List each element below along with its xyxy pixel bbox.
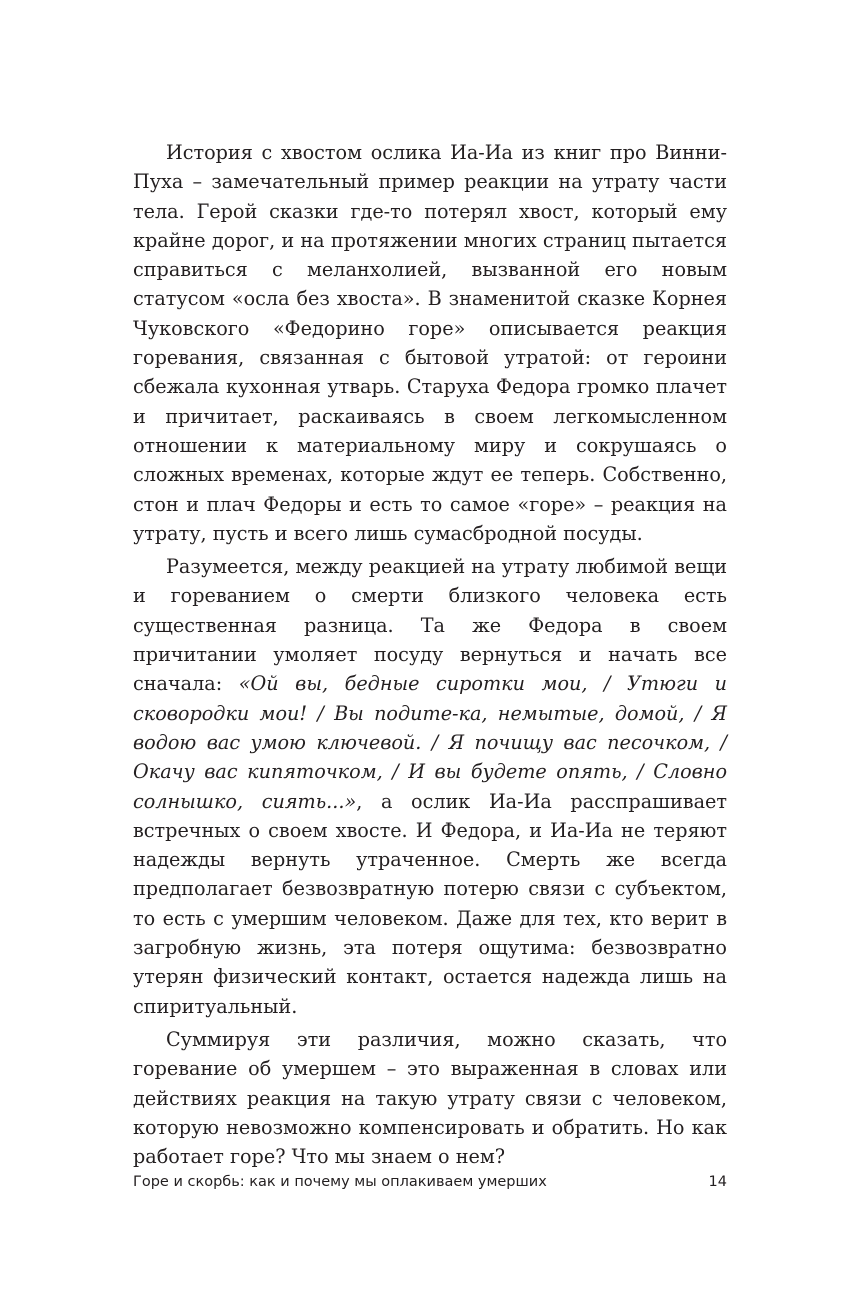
paragraph-2-rest: , а ослик Иа-Иа расспрашивает встречных о своем хвосте. И Федора, и Иа-Иа не теряют надежды вернуть утраченное. Смерть же всегда предполагает безвозвратную потерю связи с субъектом, то есть с умершим человеком. Даже для тех, кто верит в загробную жизнь, эта потеря ощутима: безвозвратно утерян физический контакт, остается надежда лишь на спиритуальный. — [133, 789, 727, 1018]
poem-quote: «Ой вы, бедные сиротки мои, / Утюги и сковородки мои! / Вы подите-ка, немытые, домой, / Я водою вас умою ключевой. / Я почищу вас песочком, / Окачу вас кипяточком, / И вы будете опять, / Словно солнышко, сиять...» — [133, 672, 727, 813]
page-footer — [133, 1174, 727, 1190]
paragraph-2-intro: Разумеется, между реакцией на утрату любимой вещи и гореванием о смерти близкого человека есть существенная разница. Та же Федора в своем причитании умоляет посуду вернуться и начать все сначала: — [133, 555, 727, 696]
paragraph-1: История с хвостом ослика Иа-Иа из книг про Винни-Пуха – замечательный пример реакции на утрату части тела. Герой сказки где-то потерял хвост, который ему крайне дорог, и на протяжении многих страниц пытается справиться с меланхолией, вызванной его новым статусом «осла без хвоста». В знаменитой сказке Корнея Чуковского «Федорино горе» описывается реакция горевания, связанная с бытовой утратой: от героини сбежала кухонная утварь. Старуха Федора громко плачет и причитает, раскаиваясь в своем легкомысленном отношении к материальному миру и сокрушаясь о сложных временах, которые ждут ее теперь. Собственно, стон и плач Федоры и есть то самое «горе» – реакция на утрату, пусть и всего лишь сумасбродной посуды. — [133, 141, 727, 545]
paragraph-2 — [133, 552, 727, 1021]
paragraph-3: Суммируя эти различия, можно сказать, что горевание об умершем – это выраженная в словах или действиях реакция на такую утрату связи с человеком, которую невозможно компенсировать и обратить. Но как работает горе? Что мы знаем о нем? — [133, 1027, 727, 1169]
running-title: Горе и скорбь: как и почему мы оплакиваем умерших — [133, 1174, 547, 1190]
main-text — [133, 138, 727, 1171]
page-number: 14 — [708, 1174, 727, 1190]
